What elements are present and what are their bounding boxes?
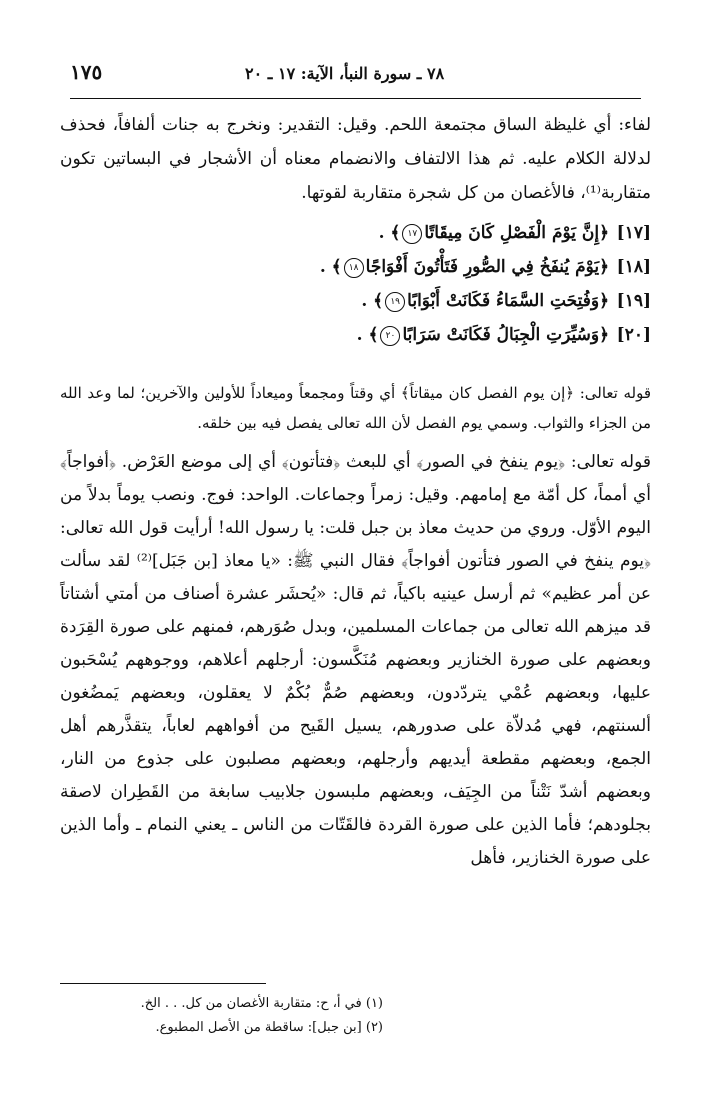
ayah-end-mark: ٢٠ [380,326,400,346]
commentary-paragraph: قوله تعالى: ﴿يوم ينفخ في الصور﴾ أي للبعث ﴿فتأتون﴾ أي إلى موضع العَرْض. ﴿أفواجاً﴾ أي أمماً، كل أمّة مع إمامهم. وقيل: زمراً وجماعات. الواحد: فوج. ونصب يوماً بدلاً من اليوم الأوّل. وروي من حديث معاذ بن جبل قلت: يا رسول الله! أرأيت قول الله تعالى: ﴿يوم ينفخ في الصور فتأتون أفواجاً﴾ فقال النبي ﷺ: «يا معاذ [بن جَبَل]⁽²⁾ لقد سألت عن أمر عظيم» ثم أرسل عينيه باكياً، ثم قال: «يُحشَر عشرة أصناف من أمتي أشتاتاً قد ميزهم الله تعالى من جماعات المسلمين، وبدل صُوَرهم، فمنهم على صورة القِرَدة وبعضهم على صورة الخنازير وبعضهم مُنَكَّسون: أرجلهم أعلاهم، ووجوههم يُسْحَبون عليها، وبعضهم عُمْي يتردّدون، وبعضهم صُمٌّ بُكْمٌ لا يعقلون، وبعضهم يَمضُغون ألسنتهم، فهي مُدلاّة على صدورهم، يسيل القَيح من أفواههم لعاباً، يتقذَّرهم أهل الجمع، وبعضهم مقطعة أيديهم وأرجلهم، وبعضهم مصلبون على جذوع من النار، وبعضهم أشدّ نَتْناً من الجِيَف، وبعضهم ملبسون جلابيب سابغة من القَطِران لاصقة بجلودهم؛ فأما الذين على صورة القردة فالقَتّات من الناس ـ يعني النمام ـ وأما الذين على صورة الخنازير، فأهل [60,452,651,868]
running-header [70,58,641,99]
verse-text: ﴿وَفُتِحَتِ السَّمَاءُ فَكَانَتْ أَبْوَابًا [407,291,610,311]
ayah-end-mark: ١٩ [385,292,405,312]
verse-text: ﴿وَسُيِّرَتِ الْجِبَالُ فَكَانَتْ سَرَابًا [402,325,610,345]
footnote: (٢) [بن جبل]: ساقطة من الأصل المطبوع. [155,1020,383,1035]
page-number: ١٧٥ [70,60,103,84]
verse-list [60,216,651,352]
intro-paragraph: لفاء: أي غليظة الساق مجتمعة اللحم. وقيل: التقدير: ونخرج به جنات ألفافاً، فحذف لدلالة الكلام عليه. ثم هذا الالتفاف والانضمام معناه أن الأشجار في البساتين تكون متقاربة⁽¹⁾، فالأغصان من كل شجرة متقاربة لقوتها. [60,115,651,203]
commentary-paragraph: قوله تعالى: ﴿إن يوم الفصل كان ميقاتاً﴾ أي وقتاً ومجمعاً وميعاداً للأولين والآخرين؛ لما وعد الله من الجزاء والثواب. وسمي يوم الفصل لأن الله تعالى يفصل فيه بين خلقه. [60,384,651,432]
verse-line [60,216,651,250]
verse-line [60,250,651,284]
verse-end: ﴾ . [356,325,379,345]
verse-end: ﴾ . [361,291,384,311]
running-title: ٧٨ ـ سورة النبأ، الآية: ١٧ ـ ٢٠ [245,64,445,83]
verse-text: ﴿يَوْمَ يُنفَخُ فِي الصُّورِ فَتَأْتُونَ أَفْوَاجًا [365,257,610,277]
verse-number: [١٧] [616,223,651,243]
verse-end: ﴾ . [378,223,401,243]
page-body [60,108,651,875]
verse-end: ﴾ . [319,257,342,277]
verse-line [60,284,651,318]
ayah-end-mark: ١٧ [402,224,422,244]
ayah-end-mark: ١٨ [344,258,364,278]
verse-number: [٢٠] [616,325,651,345]
verse-line [60,318,651,352]
footnote-divider [60,983,266,984]
verse-number: [١٩] [616,291,651,311]
footnote: (١) في أ، ح: متقاربة الأغصان من كل. . . الخ. [140,996,383,1011]
footnotes [53,992,383,1040]
verse-text: ﴿إِنَّ يَوْمَ الْفَصْلِ كَانَ مِيقَاتًا [424,223,610,243]
verse-number: [١٨] [616,257,651,277]
